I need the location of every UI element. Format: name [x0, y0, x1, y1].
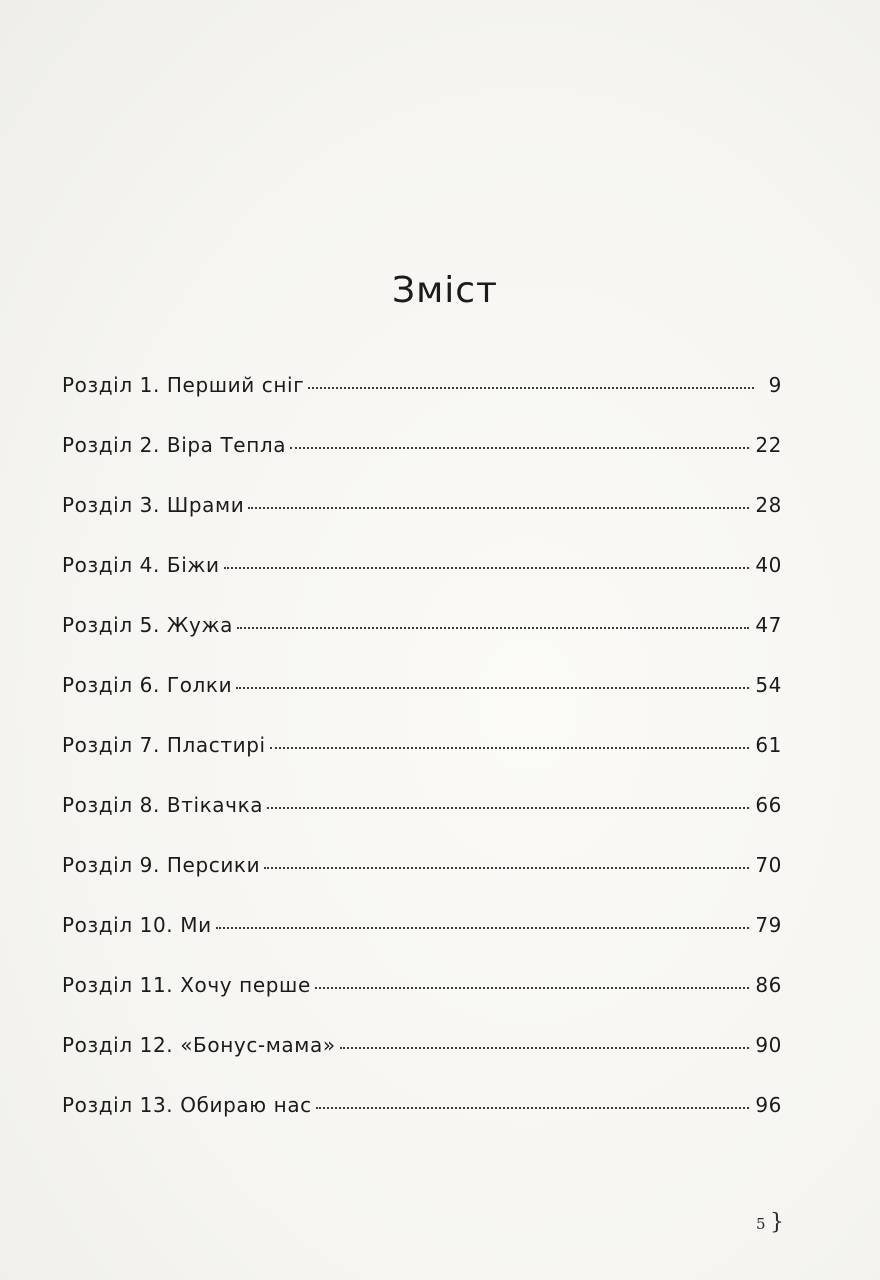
- toc-entry-label: Розділ 2. Віра Тепла: [62, 433, 287, 457]
- toc-entry-page: 47: [755, 613, 782, 637]
- dot-leader: [224, 567, 750, 569]
- toc-entry-label: Розділ 11. Хочу перше: [62, 973, 311, 997]
- toc-entry-page: 61: [755, 733, 782, 757]
- toc-entry: [62, 733, 782, 793]
- table-of-contents: [62, 373, 782, 1153]
- toc-entry: [62, 1093, 782, 1153]
- dot-leader: [216, 927, 750, 929]
- dot-leader: [237, 627, 749, 629]
- toc-entry-label: Розділ 1. Перший сніг: [62, 373, 305, 397]
- dot-leader: [340, 1047, 750, 1049]
- toc-entry-label: Розділ 10. Ми: [62, 913, 212, 937]
- toc-entry: [62, 853, 782, 913]
- toc-entry: [62, 1033, 782, 1093]
- toc-entry-label: Розділ 6. Голки: [62, 673, 233, 697]
- page-number-brace: }: [770, 1210, 784, 1235]
- toc-entry: [62, 913, 782, 973]
- toc-entry-label: Розділ 7. Пластирі: [62, 733, 266, 757]
- dot-leader: [236, 687, 749, 689]
- toc-entry: [62, 613, 782, 673]
- dot-leader: [316, 1107, 750, 1109]
- dot-leader: [248, 507, 749, 509]
- toc-entry-page: 79: [755, 913, 782, 937]
- toc-entry-label: Розділ 3. Шрами: [62, 493, 245, 517]
- toc-entry: [62, 433, 782, 493]
- toc-entry-page: 9: [768, 373, 782, 397]
- toc-entry-page: 96: [755, 1093, 782, 1117]
- toc-entry-page: 40: [755, 553, 782, 577]
- toc-entry: [62, 553, 782, 613]
- toc-entry: [62, 373, 782, 433]
- toc-entry: [62, 973, 782, 1033]
- toc-entry-page: 86: [755, 973, 782, 997]
- dot-leader: [315, 987, 749, 989]
- toc-entry-label: Розділ 13. Обираю нас: [62, 1093, 312, 1117]
- toc-entry-label: Розділ 5. Жужа: [62, 613, 233, 637]
- toc-entry-label: Розділ 8. Втікачка: [62, 793, 264, 817]
- toc-entry-label: Розділ 12. «Бонус-мама»: [62, 1033, 336, 1057]
- toc-entry-page: 90: [755, 1033, 782, 1057]
- toc-entry-page: 54: [755, 673, 782, 697]
- toc-entry-label: Розділ 9. Персики: [62, 853, 261, 877]
- page-number: 5: [756, 1215, 766, 1233]
- toc-entry-page: 66: [755, 793, 782, 817]
- page-title: Зміст: [391, 270, 498, 312]
- toc-entry: [62, 493, 782, 553]
- toc-entry-page: 28: [755, 493, 782, 517]
- dot-leader: [264, 867, 749, 869]
- toc-entry-page: 22: [755, 433, 782, 457]
- toc-entry: [62, 793, 782, 853]
- toc-entry-label: Розділ 4. Біжи: [62, 553, 220, 577]
- dot-leader: [308, 387, 754, 389]
- toc-entry-page: 70: [755, 853, 782, 877]
- toc-entry: [62, 673, 782, 733]
- dot-leader: [270, 747, 750, 749]
- dot-leader: [267, 807, 749, 809]
- dot-leader: [290, 447, 749, 449]
